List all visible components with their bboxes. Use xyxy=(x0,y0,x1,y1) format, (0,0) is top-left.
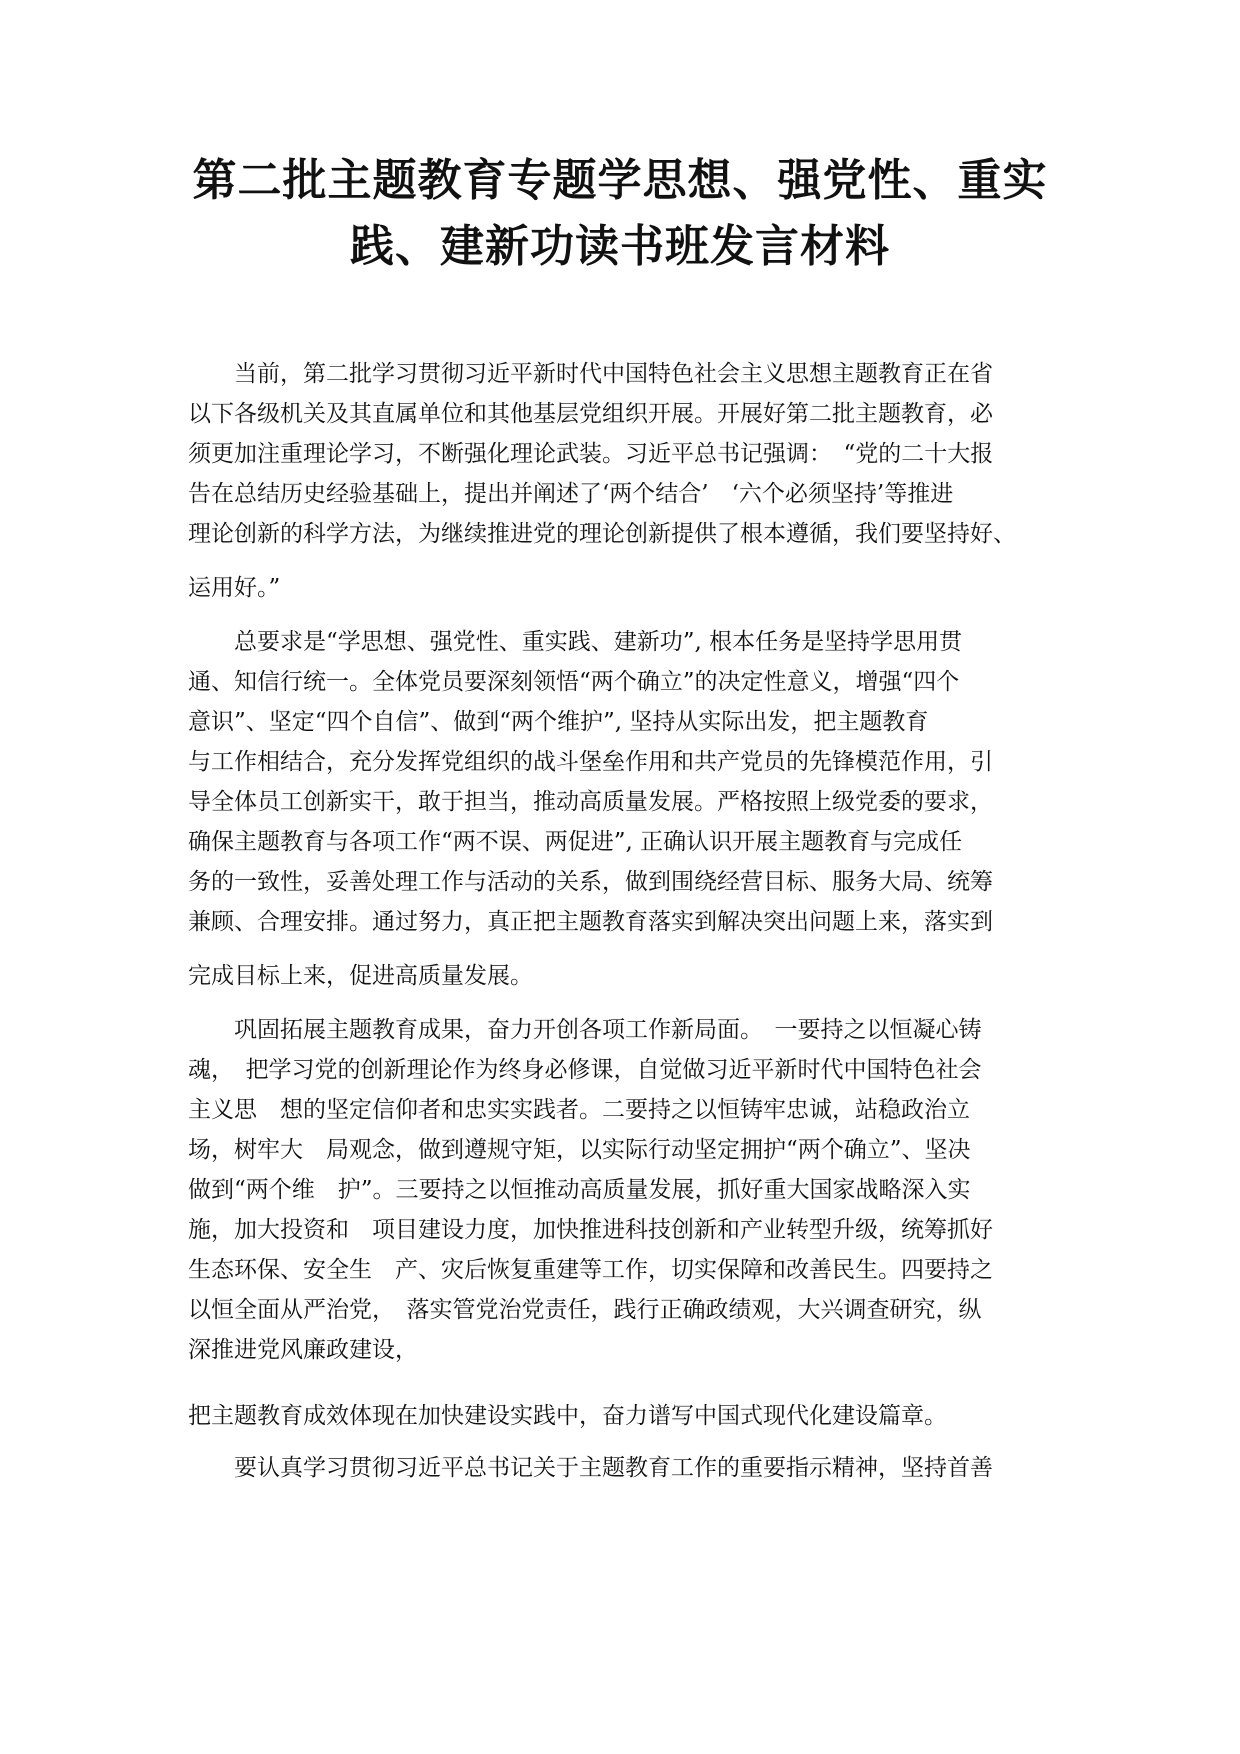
paragraph-line: 总要求是“学思想、强党性、重实践、建新功”, 根本任务是坚持学思用贯 xyxy=(234,629,963,655)
paragraph-line: 当前，第二批学习贯彻习近平新时代中国特色社会主义思想主题教育正在省 xyxy=(234,361,993,387)
paragraph-3 xyxy=(188,1010,1058,1370)
paragraph-line: 与工作相结合，充分发挥党组织的战斗堡垒作用和共产党员的先锋模范作用，引 xyxy=(188,749,993,775)
paragraph-line: 魂， 把学习党的创新理论作为终身必修课，自觉做习近平新时代中国特色社会 xyxy=(188,1057,982,1083)
title-line: 践、建新功读书班发言材料 xyxy=(350,221,890,272)
paragraph-line: 兼顾、合理安排。通过努力，真正把主题教育落实到解决突出问题上来，落实到 xyxy=(188,909,993,935)
paragraph-line: 主义思 想的坚定信仰者和忠实实践者。二要持之以恒铸牢忠诚，站稳政治立 xyxy=(188,1097,970,1123)
paragraph-line: 以下各级机关及其直属单位和其他基层党组织开展。开展好第二批主题教育，必 xyxy=(188,401,993,427)
paragraph-1 xyxy=(188,354,1058,608)
paragraph-line: 运用好。” xyxy=(188,575,281,601)
paragraph-line: 深推进党风廉政建设， xyxy=(188,1337,418,1363)
document-body xyxy=(188,361,1058,1488)
paragraph-line: 以恒全面从严治党， 落实管党治党责任，践行正确政绩观，大兴调查研究，纵 xyxy=(188,1297,982,1323)
paragraph-line: 务的一致性，妥善处理工作与活动的关系，做到围绕经营目标、服务大局、统筹 xyxy=(188,869,993,895)
paragraph-line: 把主题教育成效体现在加快建设实践中，奋力谱写中国式现代化建设篇章。 xyxy=(188,1403,947,1429)
paragraph-line: 巩固拓展主题教育成果，奋力开创各项工作新局面。 一要持之以恒凝心铸 xyxy=(234,1017,982,1043)
paragraph-line: 导全体员工创新实干，敢于担当，推动高质量发展。严格按照上级党委的要求， xyxy=(188,789,993,815)
paragraph-line: 通、知信行统一。全体党员要深刻领悟“两个确立”的决定性意义，增强“四个 xyxy=(188,669,960,695)
paragraph-line: 须更加注重理论学习，不断强化理论武装。习近平总书记强调： “党的二十大报 xyxy=(188,441,994,467)
paragraph-5 xyxy=(188,1448,1058,1488)
paragraph-4 xyxy=(188,1396,1058,1436)
document-title xyxy=(150,148,1090,280)
paragraph-line: 要认真学习贯彻习近平总书记关于主题教育工作的重要指示精神，坚持首善 xyxy=(234,1455,993,1481)
paragraph-line: 意识”、坚定“四个自信”、做到“两个维护”, 坚持从实际出发，把主题教育 xyxy=(188,709,929,735)
paragraph-line: 告在总结历史经验基础上，提出并阐述了‘两个结合’ ‘六个必须坚持’等推进 xyxy=(188,481,954,507)
title-line: 第二批主题教育专题学思想、强党性、重实 xyxy=(192,155,1048,206)
paragraph-line: 施，加大投资和 项目建设力度，加快推进科技创新和产业转型升级，统筹抓好 xyxy=(188,1217,993,1243)
paragraph-line: 确保主题教育与各项工作“两不误、两促进”, 正确认识开展主题教育与完成任 xyxy=(188,829,963,855)
paragraph-2 xyxy=(188,622,1058,996)
paragraph-line: 生态环保、安全生 产、灾后恢复重建等工作，切实保障和改善民生。四要持之 xyxy=(188,1257,993,1283)
paragraph-line: 理论创新的科学方法，为继续推进党的理论创新提供了根本遵循，我们要坚持好、 xyxy=(188,521,1016,547)
paragraph-line: 场，树牢大 局观念，做到遵规守矩，以实际行动坚定拥护“两个确立”、坚决 xyxy=(188,1137,971,1163)
paragraph-line: 完成目标上来，促进高质量发展。 xyxy=(188,963,533,989)
paragraph-line: 做到“两个维 护”。三要持之以恒推动高质量发展，抓好重大国家战略深入实 xyxy=(188,1177,971,1203)
